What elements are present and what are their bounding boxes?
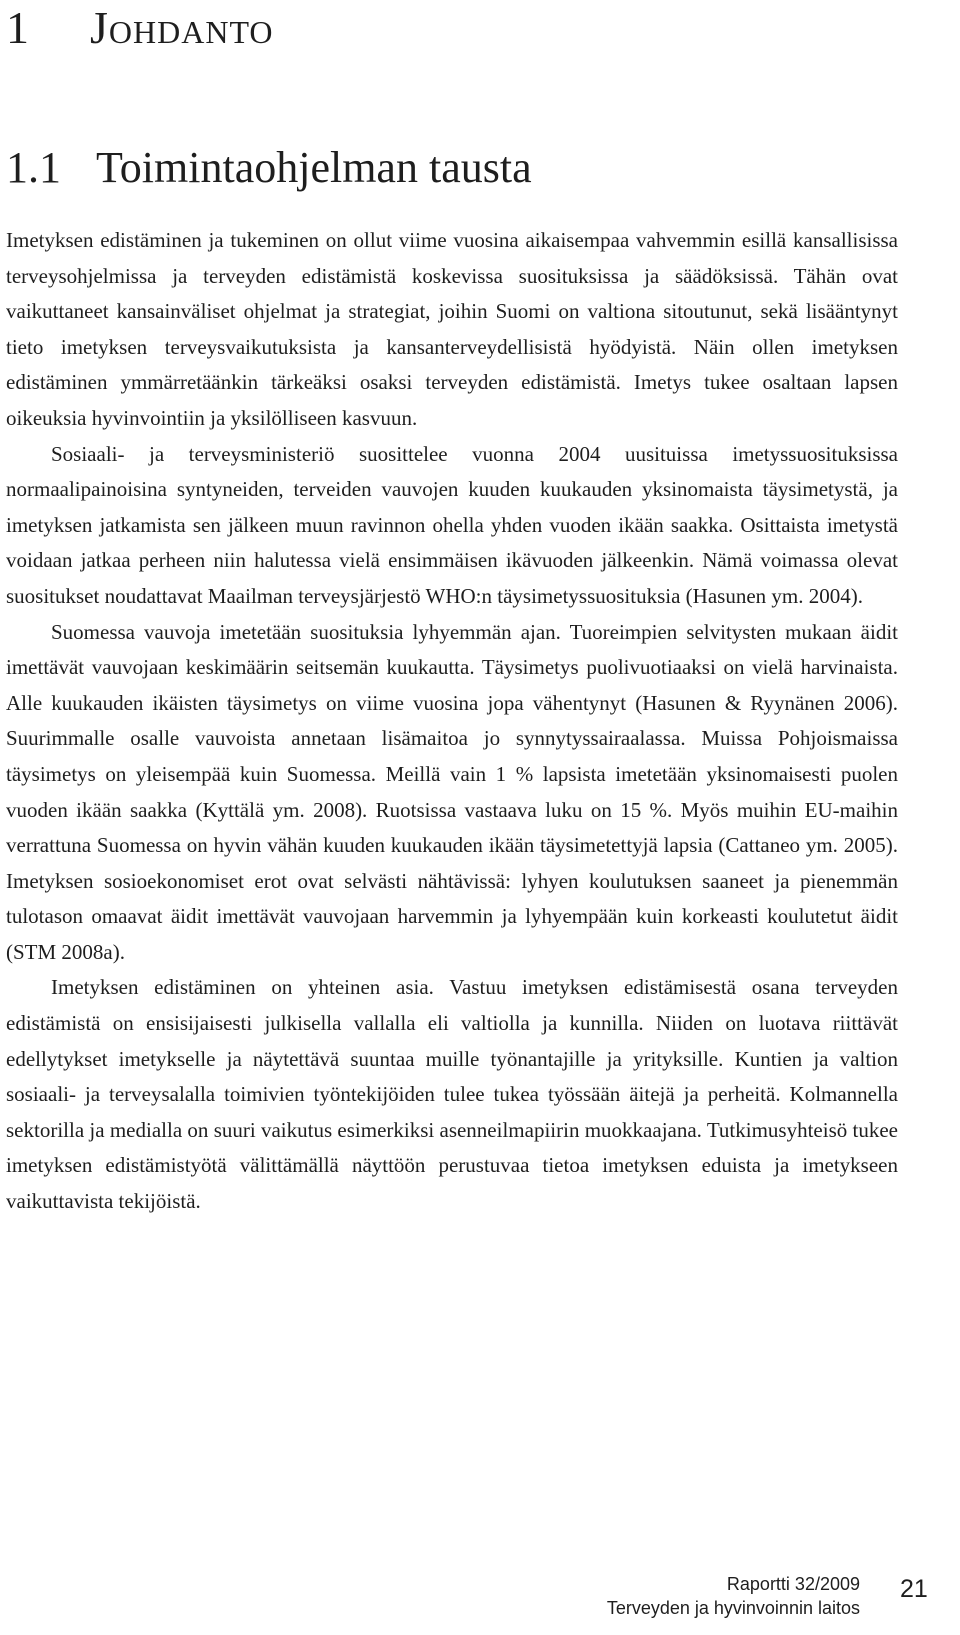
page-number: 21 [900,1575,928,1603]
paragraph: Sosiaali- ja terveysministeriö suosittelee vuonna 2004 uusituissa imetyssuosituksissa normaalipainoisina syntyneiden, terveiden vauvojen kuuden kuukauden yksinomaista täysimetystä, ja imetyksen jatkamista sen jälkeen muun ravinnon ohella yhden vuoden ikään saakka. Osittaista imetystä voidaan jatkaa perheen niin halutessa vielä ensimmäisen ikävuoden jälkeenkin. Nämä voimassa olevat suositukset noudattavat Maailman terveysjärjestö WHO:n täysimetyssuosituksia (Hasunen ym. 2004). [6,441,898,608]
page-footer [607,1572,860,1620]
chapter-heading [6,0,274,56]
chapter-number: 1 [6,2,29,53]
paragraph: Suomessa vauvoja imetetään suosituksia lyhyemmän ajan. Tuoreimpien selvitysten mukaan äidit imettävät vauvojaan keskimäärin seitsemän kuukautta. Täysimetys puolivuotiaaksi on vielä harvinaista. Alle kuukauden ikäisten täysimetys on viime vuosina jopa vähentynyt (Hasunen & Ryynänen 2006). Suurimmalle osalle vauvoista annetaan lisämaitoa jo synnytyssairaalassa. Muissa Pohjoismaissa täysimetys on yleisempää kuin Suomessa. Meillä vain 1 % lapsista imetetään yksinomaisesti puolen vuoden ikään saakka (Kyttälä ym. 2008). Ruotsissa vastaava luku on 15 %. Myös muihin EU-maihin verrattuna Suomessa on hyvin vähän kuuden kuukauden ikään täysimetettyjä lapsia (Cattaneo ym. 2005). Imetyksen sosioekonomiset erot ovat selvästi nähtävissä: lyhyen koulutuksen saaneet ja pienemmän tulotason omaavat äidit imettävät vauvojaan harvemmin ja lyhyempään kuin korkeasti koulutetut äidit (STM 2008a). [6,619,898,964]
section-heading [6,142,532,194]
chapter-title: Johdanto [90,2,274,53]
paragraph: Imetyksen edistäminen ja tukeminen on ollut viime vuosina aikaisempaa vahvemmin esillä kansallisissa terveysohjelmissa ja terveyden edistämistä koskevissa suosituksissa ja säädöksissä. Tähän ovat vaikuttaneet kansainväliset ohjelmat ja strategiat, joihin Suomi on valtiona sitoutunut, sekä lisääntynyt tieto imetyksen terveysvaikutuksista ja kansanterveydellisistä hyödyistä. Näin ollen imetyksen edistäminen ymmärretäänkin tärkeäksi osaksi terveyden edistämistä. Imetys tukee osaltaan lapsen oikeuksia hyvinvointiin ja yksilölliseen kasvuun. [6,228,898,430]
section-number: 1.1 [6,143,61,192]
body-text [6,223,898,1220]
institution-label: Terveyden ja hyvinvoinnin laitos [606,1598,860,1618]
section-title: Toimintaohjelman tausta [96,143,532,192]
paragraph: Imetyksen edistäminen on yhteinen asia. Vastuu imetyksen edistämisestä osana terveyden edistämistä on ensisijaisesti julkisella vallalla eli valtiolla ja kunnilla. Niiden on luotava riittävät edellytykset imetykselle ja näytettävä suuntaa muille työnantajille ja yrityksille. Kuntien ja valtion sosiaali- ja terveysalalla toimivien työntekijöiden tulee tukea työssään äitejä ja perheitä. Kolmannella sektorilla ja medialla on suuri vaikutus esimerkiksi asenneilmapiirin muokkaajana. Tutkimusyhteisö tukee imetyksen edistämistyötä välittämällä näyttöön perustuvaa tietoa imetyksen eduista ja imetykseen vaikuttavista tekijöistä. [6,975,898,1214]
report-label: Raportti 32/2009 [726,1574,860,1594]
